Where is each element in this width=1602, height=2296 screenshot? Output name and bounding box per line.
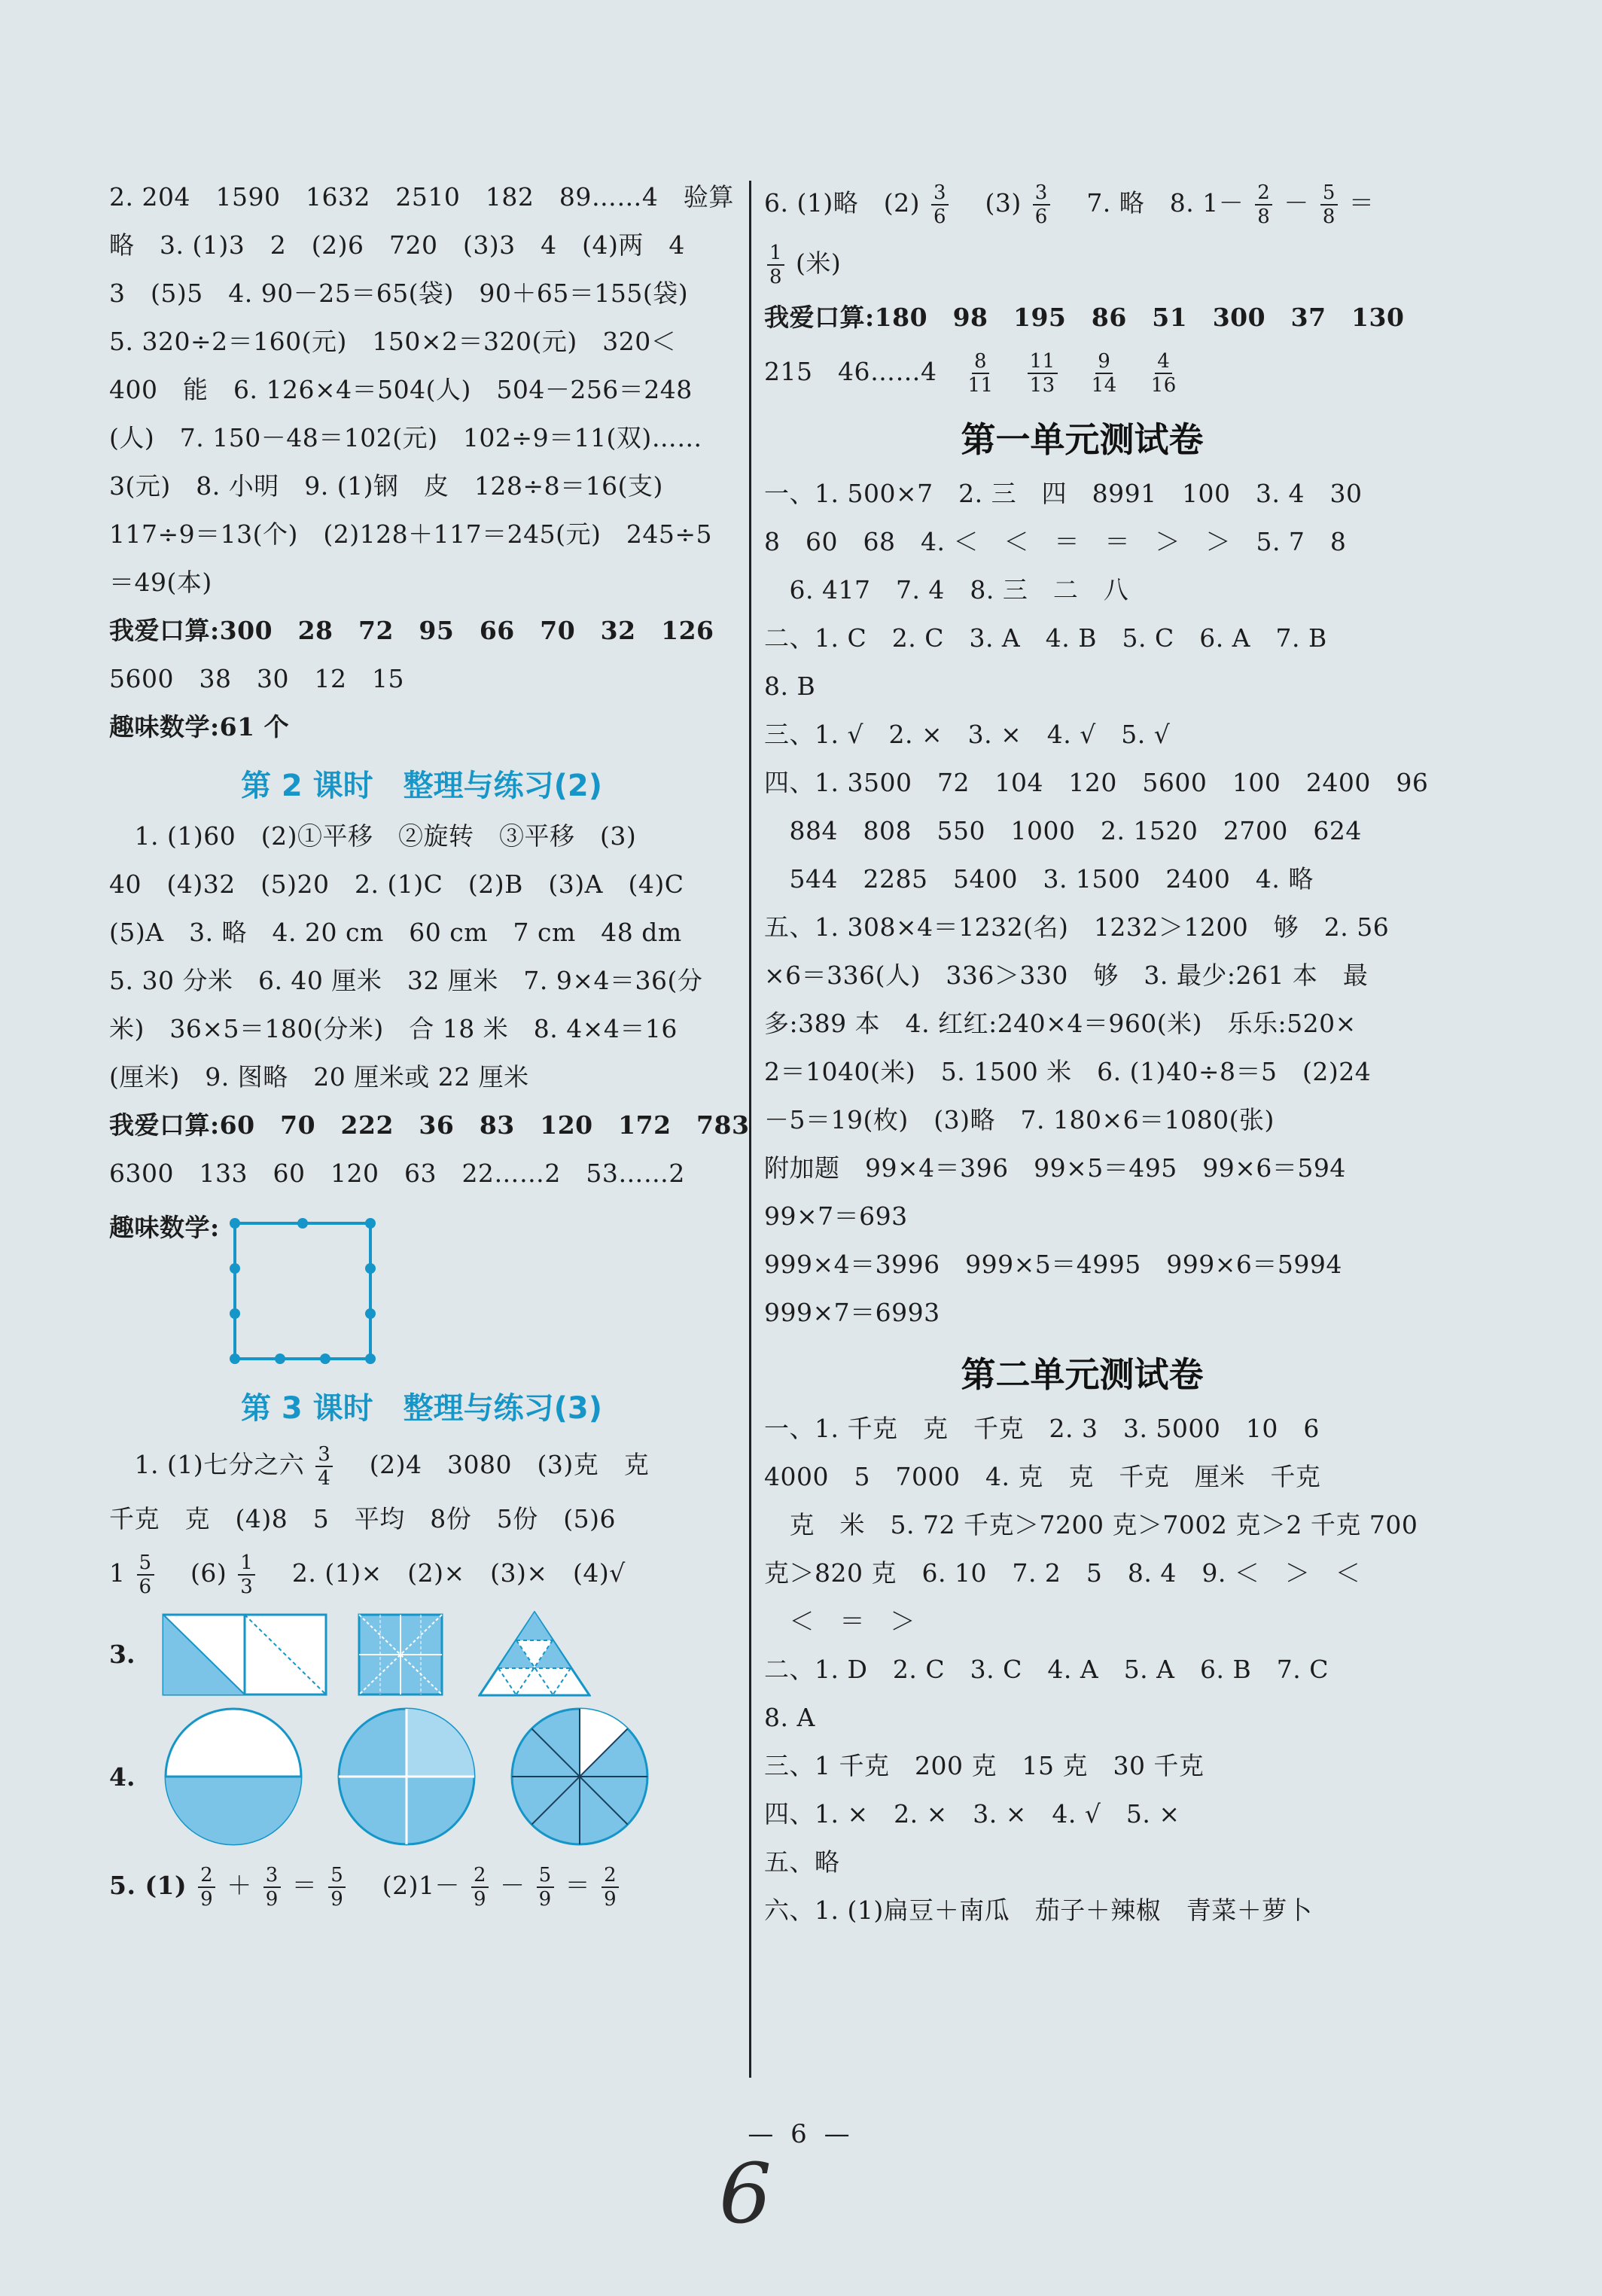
answer-line: 5. 30 分米 6. 40 厘米 32 厘米 7. 9×4＝36(分 bbox=[109, 966, 703, 995]
answer-line: 五、略 bbox=[764, 1847, 840, 1877]
operator: ＝ bbox=[291, 1871, 318, 1900]
fraction bbox=[602, 1864, 619, 1911]
fraction bbox=[537, 1864, 554, 1911]
answer-line: (人) 7. 150－48＝102(元) 102÷9＝11(双)…… bbox=[109, 423, 702, 452]
answer-line: 米) 36×5＝180(分米) 合 18 米 8. 4×4＝16 bbox=[109, 1014, 678, 1043]
operator: － bbox=[500, 1871, 525, 1900]
figure-row-4 bbox=[109, 1705, 734, 1848]
answer-line: 4000 5 7000 4. 克 克 千克 厘米 千克 bbox=[764, 1462, 1321, 1491]
unit-1-test-title: 第一单元测试卷 bbox=[961, 419, 1204, 460]
figure-row-3 bbox=[109, 1611, 734, 1698]
answer-line: 3 (5)5 4. 90－25＝65(袋) 90＋65＝155(袋) bbox=[109, 279, 689, 308]
numerator: 3 bbox=[931, 181, 949, 206]
section-title-lesson-3: 第 3 课时 整理与练习(3) bbox=[240, 1391, 603, 1426]
answer-line: (厘米) 9. 图略 20 厘米或 22 厘米 bbox=[109, 1062, 529, 1092]
operator: ＋ bbox=[227, 1871, 252, 1900]
answer-line bbox=[764, 342, 1400, 402]
numerator: 5 bbox=[1320, 181, 1338, 206]
answer-line: 四、1. 3500 72 104 120 5600 100 2400 96 bbox=[764, 768, 1429, 797]
text: 215 46……4 bbox=[764, 357, 937, 386]
text: (2)4 3080 (3)克 克 bbox=[344, 1450, 650, 1479]
answer-line bbox=[764, 233, 1400, 294]
fraction bbox=[263, 1864, 281, 1911]
answer-line: 三、1. √ 2. × 3. × 4. √ 5. √ bbox=[764, 720, 1171, 749]
text: 1. (1)七分之六 bbox=[109, 1450, 305, 1479]
numerator: 5 bbox=[537, 1864, 554, 1888]
denominator: 14 bbox=[1091, 374, 1117, 397]
answer-line: 1. (1)60 (2)①平移 ②旋转 ③平移 (3) bbox=[109, 821, 637, 851]
text: 7. 略 8. 1－ bbox=[1061, 188, 1244, 218]
answer-line: 多:389 本 4. 红红:240×4＝960(米) 乐乐:520× bbox=[764, 1009, 1357, 1038]
mental-math-line: 我爱口算:60 70 222 36 83 120 172 783 bbox=[109, 1110, 750, 1140]
fraction bbox=[315, 1443, 333, 1490]
denominator: 13 bbox=[1029, 374, 1055, 397]
answer-line: 884 808 550 1000 2. 1520 2700 624 bbox=[764, 816, 1362, 845]
denominator: 8 bbox=[1322, 206, 1336, 228]
answer-line: 3(元) 8. 小明 9. (1)钢 皮 128÷8＝16(支) bbox=[109, 471, 663, 501]
answer-line: 二、1. D 2. C 3. C 4. A 5. A 6. B 7. C bbox=[764, 1655, 1329, 1684]
fraction bbox=[1028, 350, 1058, 397]
text: 6. (1)略 (2) bbox=[764, 188, 920, 218]
numerator: 11 bbox=[1028, 350, 1058, 374]
answer-line: 克＞820 克 6. 10 7. 2 5 8. 4 9. ＜ ＞ ＜ bbox=[764, 1558, 1361, 1588]
fraction bbox=[1255, 181, 1272, 228]
answer-line bbox=[109, 1435, 734, 1495]
unit-2-test-answers bbox=[764, 1405, 1418, 1935]
right-column bbox=[764, 173, 1429, 1935]
answer-line: 一、1. 千克 克 千克 2. 3 3. 5000 10 6 bbox=[764, 1414, 1320, 1443]
answer-line: 2. 204 1590 1632 2510 182 89……4 验算 bbox=[109, 182, 734, 212]
fraction bbox=[1320, 181, 1338, 228]
column-divider bbox=[749, 181, 751, 2078]
answer-line: 999×4＝3996 999×5＝4995 999×6＝5994 bbox=[764, 1250, 1342, 1279]
numerator: 3 bbox=[315, 1443, 333, 1467]
page-number: — 6 — bbox=[748, 2119, 854, 2149]
numerator: 3 bbox=[1033, 181, 1050, 206]
denominator: 8 bbox=[1257, 206, 1271, 228]
circle-halves-figure bbox=[162, 1705, 305, 1848]
denominator: 3 bbox=[240, 1576, 254, 1598]
answer-line: ＜ ＝ ＞ bbox=[764, 1606, 915, 1636]
answer-line: 千克 克 (4)8 5 平均 8份 5份 (5)6 bbox=[109, 1504, 616, 1533]
answer-line: 8 60 68 4. ＜ ＜ ＝ ＝ ＞ ＞ 5. 7 8 bbox=[764, 527, 1347, 556]
fraction bbox=[967, 350, 993, 397]
fraction bbox=[931, 181, 949, 228]
denominator: 6 bbox=[933, 206, 947, 228]
answer-line bbox=[764, 173, 1400, 233]
mental-math-line: 我爱口算:300 28 72 95 66 70 32 126 bbox=[109, 616, 714, 645]
answer-line: (5)A 3. 略 4. 20 cm 60 cm 7 cm 48 dm bbox=[109, 918, 682, 947]
answer-line: 四、1. × 2. × 3. × 4. √ 5. × bbox=[764, 1799, 1180, 1829]
answer-line: 2＝1040(米) 5. 1500 米 6. (1)40÷8＝5 (2)24 bbox=[764, 1057, 1372, 1086]
numerator: 2 bbox=[471, 1864, 489, 1888]
numerator: 1 bbox=[767, 242, 784, 266]
numerator: 8 bbox=[972, 350, 989, 374]
answer-line: 544 2285 5400 3. 1500 2400 4. 略 bbox=[764, 864, 1314, 894]
fraction bbox=[767, 242, 784, 288]
answer-line bbox=[109, 1543, 734, 1603]
figure-label: 4. bbox=[109, 1762, 136, 1792]
text: 2. (1)× (2)× (3)× (4)√ bbox=[266, 1558, 626, 1588]
rectangle-figure bbox=[162, 1613, 327, 1696]
fraction bbox=[328, 1864, 346, 1911]
answer-line: 99×7＝693 bbox=[764, 1201, 908, 1231]
circle-eighths-figure bbox=[508, 1705, 651, 1848]
answer-line: 一、1. 500×7 2. 三 四 8991 100 3. 4 30 bbox=[764, 479, 1363, 508]
answer-line: 六、1. (1)扁豆＋南瓜 茄子＋辣椒 青菜＋萝卜 bbox=[764, 1896, 1313, 1925]
lesson-3-answers bbox=[109, 1435, 734, 1916]
answer-line: 5. 320÷2＝160(元) 150×2＝320(元) 320＜ bbox=[109, 327, 677, 356]
numerator: 2 bbox=[198, 1864, 215, 1888]
denominator: 9 bbox=[200, 1888, 214, 1911]
fraction bbox=[238, 1551, 255, 1598]
answer-line: 6300 133 60 120 63 22……2 53……2 bbox=[109, 1159, 685, 1188]
denominator: 11 bbox=[967, 374, 994, 397]
lesson-2-answers bbox=[109, 812, 750, 1198]
numerator: 4 bbox=[1155, 350, 1172, 374]
fraction bbox=[471, 1864, 489, 1911]
denominator: 9 bbox=[474, 1888, 487, 1911]
answer-line bbox=[109, 1856, 734, 1916]
mental-math-line: 我爱口算:180 98 195 86 51 300 37 130 bbox=[764, 303, 1405, 332]
text: (米) bbox=[796, 248, 842, 278]
numerator: 3 bbox=[263, 1864, 281, 1888]
answer-line: 二、1. C 2. C 3. A 4. B 5. C 6. A 7. B bbox=[764, 623, 1327, 653]
fraction bbox=[1033, 181, 1050, 228]
denominator: 6 bbox=[139, 1576, 152, 1598]
numerator: 5 bbox=[137, 1551, 154, 1576]
denominator: 9 bbox=[265, 1888, 279, 1911]
unit-2-test-title: 第二单元测试卷 bbox=[961, 1354, 1204, 1395]
fraction bbox=[137, 1551, 154, 1598]
answer-line: 8. B bbox=[764, 671, 816, 701]
denominator: 8 bbox=[769, 266, 783, 288]
numerator: 2 bbox=[602, 1864, 619, 1888]
fun-math-figure-row bbox=[109, 1204, 734, 1374]
numerator: 2 bbox=[1255, 181, 1272, 206]
handwritten-page-number: 6 bbox=[719, 2145, 772, 2242]
left-column bbox=[109, 173, 750, 1916]
answer-line: 略 3. (1)3 2 (2)6 720 (3)3 4 (4)两 4 bbox=[109, 230, 685, 260]
answer-line: －5＝19(枚) (3)略 7. 180×6＝1080(张) bbox=[764, 1105, 1275, 1134]
numerator: 5 bbox=[328, 1864, 346, 1888]
operator: － bbox=[1284, 188, 1309, 218]
fun-math-line: 趣味数学:61 个 bbox=[109, 712, 290, 741]
operator: ＝ bbox=[1348, 188, 1375, 218]
answer-line: 400 能 6. 126×4＝504(人) 504－256＝248 bbox=[109, 375, 693, 404]
answer-line: 五、1. 308×4＝1232(名) 1232＞1200 够 2. 56 bbox=[764, 912, 1390, 942]
denominator: 9 bbox=[330, 1888, 344, 1911]
answer-line: 三、1 千克 200 克 15 克 30 千克 bbox=[764, 1751, 1205, 1780]
answer-line: ＝49(本) bbox=[109, 568, 212, 597]
text: (2)1－ bbox=[357, 1871, 461, 1900]
operator: ＝ bbox=[565, 1871, 591, 1900]
triangle-figure bbox=[478, 1611, 591, 1698]
denominator: 4 bbox=[318, 1467, 331, 1490]
text: 5. (1) bbox=[109, 1871, 187, 1900]
dot-square-figure bbox=[220, 1216, 385, 1374]
denominator: 9 bbox=[538, 1888, 552, 1911]
answer-line: 8. A bbox=[764, 1703, 815, 1732]
numerator: 9 bbox=[1095, 350, 1113, 374]
unit-1-test-answers bbox=[764, 470, 1429, 1337]
denominator: 6 bbox=[1034, 206, 1048, 228]
numerator: 1 bbox=[238, 1551, 255, 1576]
denominator: 9 bbox=[604, 1888, 617, 1911]
answer-line: 40 (4)32 (5)20 2. (1)C (2)B (3)A (4)C bbox=[109, 869, 684, 899]
bonus-question-line: 附加题 99×4＝396 99×5＝495 99×6＝594 bbox=[764, 1153, 1346, 1183]
fraction bbox=[1092, 350, 1117, 397]
circle-quarters-figure bbox=[335, 1705, 478, 1848]
square-figure bbox=[358, 1613, 448, 1696]
answer-line: 117÷9＝13(个) (2)128＋117＝245(元) 245÷5 bbox=[109, 519, 712, 549]
denominator: 16 bbox=[1150, 374, 1177, 397]
fraction bbox=[198, 1864, 215, 1911]
fun-math-label: 趣味数学: bbox=[109, 1213, 220, 1242]
figure-label: 3. bbox=[109, 1640, 136, 1669]
answer-line: 999×7＝6993 bbox=[764, 1298, 940, 1327]
text: 1 bbox=[109, 1558, 126, 1588]
answer-line: 5600 38 30 12 15 bbox=[109, 664, 404, 693]
answer-line: 克 米 5. 72 千克＞7200 克＞7002 克＞2 千克 700 bbox=[764, 1510, 1418, 1539]
answer-line: ×6＝336(人) 336＞330 够 3. 最少:261 本 最 bbox=[764, 961, 1369, 990]
text: (6) bbox=[165, 1558, 227, 1588]
text: (3) bbox=[960, 188, 1022, 218]
fraction bbox=[1151, 350, 1177, 397]
top-answers bbox=[109, 173, 734, 751]
answer-line: 6. 417 7. 4 8. 三 二 八 bbox=[764, 575, 1129, 604]
section-title-lesson-2: 第 2 课时 整理与练习(2) bbox=[240, 769, 603, 803]
